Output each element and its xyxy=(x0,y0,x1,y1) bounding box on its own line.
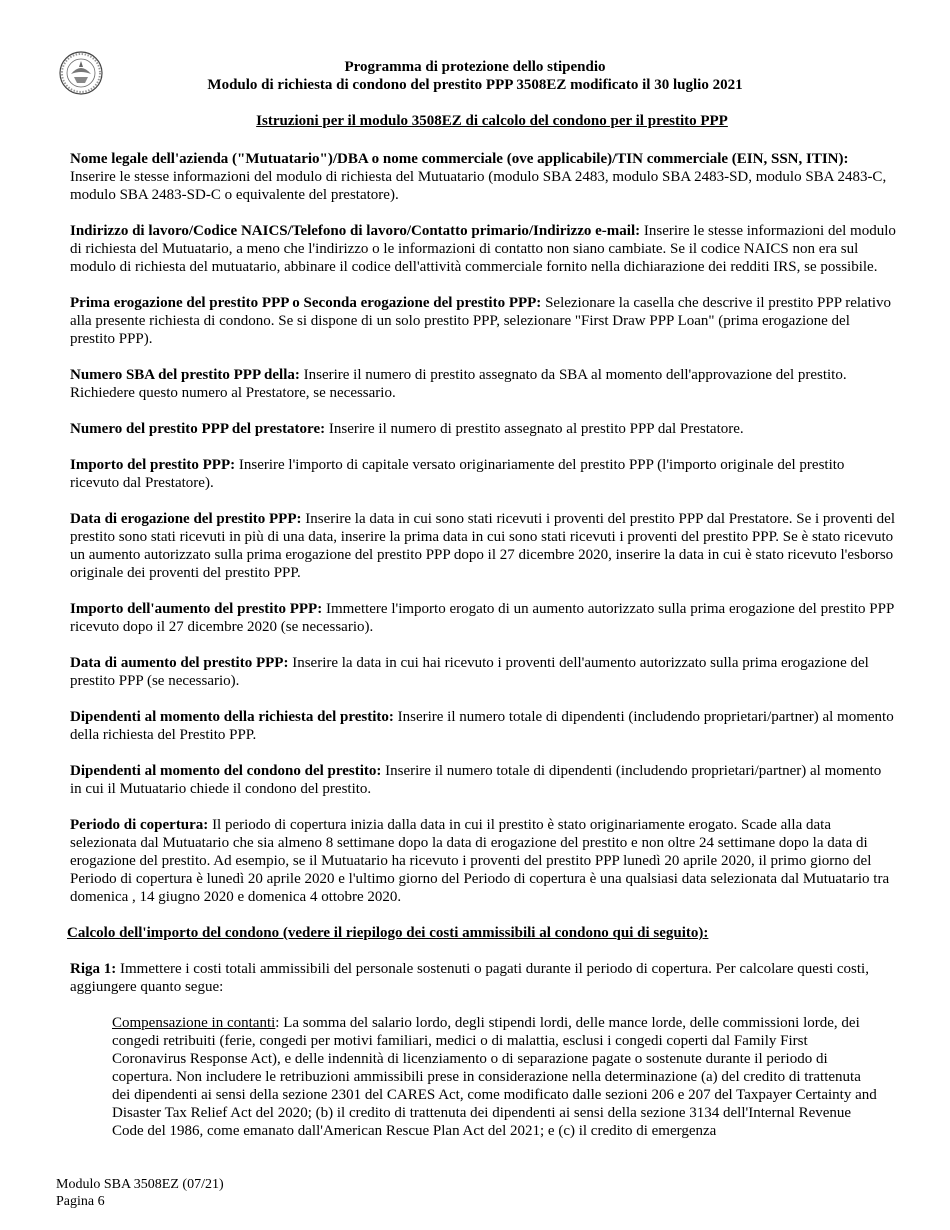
section-label: Importo del prestito PPP: xyxy=(70,457,236,473)
section-label: Indirizzo di lavoro/Codice NAICS/Telefono di lavoro/Contatto primario/Indirizzo e-mail: xyxy=(70,223,641,239)
section-business-name xyxy=(70,150,896,204)
section-text: Inserire il numero totale di dipendenti (includendo proprietari/partner) al momento in cui il Mutuatario chiede il condono del prestito. xyxy=(70,763,882,797)
section-sba-loan-number xyxy=(70,366,896,402)
section-text: Inserire l'importo di capitale versato originariamente del prestito PPP (l'importo originale del prestito ricevuto dal Prestatore). xyxy=(70,457,845,491)
section-text: Inserire il numero di prestito assegnato al prestito PPP dal Prestatore. xyxy=(325,421,744,437)
section-text: Selezionare la casella che descrive il prestito PPP relativo alla presente richiesta di condono. Se si dispone di un solo prestito PPP, selezionare "First Draw PPP Loan" (prima erogazione del prestito PPP). xyxy=(70,295,892,347)
page-header xyxy=(0,58,950,94)
section-increase-date xyxy=(70,654,896,690)
section-label: Numero SBA del prestito PPP della: xyxy=(70,367,300,383)
section-draw-type xyxy=(70,294,896,348)
section-label: Periodo di copertura: xyxy=(70,817,209,833)
section-label: Dipendenti al momento del condono del prestito: xyxy=(70,763,382,779)
instructions-title: Istruzioni per il modulo 3508EZ di calcolo del condono per il prestito PPP xyxy=(256,113,728,129)
section-label: Numero del prestito PPP del prestatore: xyxy=(70,421,326,437)
footer-form-id: Modulo SBA 3508EZ (07/21) xyxy=(56,1177,224,1192)
section-text: Inserire la data in cui sono stati ricevuti i proventi del prestito PPP dal Prestatore. Se i proventi del prestito sono stati ricevuti in più di una data, inserire la prima data in cui sono stati ricevuti i proventi del prestito PPP. Se è stato ricevuto un aumento autorizzato sulla prima erogazione del prestito PPP dopo il 27 dicembre 2020, inserire la data in cui è stato ricevuto l'esborso originale dei proventi del prestito PPP. xyxy=(70,511,895,581)
section-text: Inserire le stesse informazioni del modulo di richiesta del Mutuatario, a meno che l'indirizzo o le informazioni di contatto non siano cambiate. Se il codice NAICS non era sul modulo di richiesta del mutuatario, abbinare il codice dell'attività commerciale fornito nella dichiarazione dei redditi IRS, se possibile. xyxy=(70,223,896,275)
section-text: Inserire le stesse informazioni del modulo di richiesta del Mutuatario (modulo SBA 2483, modulo SBA 2483-SD, modulo SBA 2483-C, modulo SBA 2483-SD-C o equivalente del prestatore). xyxy=(70,169,887,203)
section-text: Inserire il numero di prestito assegnato da SBA al momento dell'approvazione del prestito. Richiedere questo numero al Prestatore, se necessario. xyxy=(70,367,847,401)
section-label: Prima erogazione del prestito PPP o Seconda erogazione del prestito PPP: xyxy=(70,295,542,311)
section-label: Data di aumento del prestito PPP: xyxy=(70,655,289,671)
section-label: Dipendenti al momento della richiesta del prestito: xyxy=(70,709,394,725)
section-covered-period xyxy=(70,816,896,906)
section-label: Nome legale dell'azienda ("Mutuatario")/DBA o nome commerciale (ove applicabile)/TIN commerciale (EIN, SSN, ITIN): xyxy=(70,151,849,167)
section-employees-forgiveness xyxy=(70,762,896,798)
section-increase-amount xyxy=(70,600,896,636)
page-footer xyxy=(56,1176,224,1210)
cash-compensation-paragraph xyxy=(112,1014,882,1140)
line-label: Riga 1: xyxy=(70,961,117,977)
instructions-body xyxy=(67,150,896,1140)
header-title-line1: Programma di protezione dello stipendio xyxy=(344,59,606,75)
section-text: Il periodo di copertura inizia dalla data in cui il prestito è stato originariamente erogato. Scade alla data selezionata dal Mutuatario che sia almeno 8 settimane dopo la data di erogazione del prestito e non oltre 24 settimane dopo la data di erogazione del prestito. Ad esempio, se il Mutuatario ha ricevuto i proventi del prestito PPP lunedì 20 aprile 2020, il primo giorno del Periodo di copertura è lunedì 20 aprile 2020 e l'ultimo giorno del Periodo di copertura è una qualsiasi data selezionata dal Mutuatario tra domenica , 14 giugno 2020 e domenica 4 ottobre 2020. xyxy=(70,817,890,905)
calculation-heading: Calcolo dell'importo del condono (vedere il riepilogo dei costi ammissibili al condono qui di seguito): xyxy=(67,925,709,941)
section-label: Importo dell'aumento del prestito PPP: xyxy=(70,601,323,617)
section-disbursement-date xyxy=(70,510,896,582)
section-loan-amount xyxy=(70,456,896,492)
footer-page-number: Pagina 6 xyxy=(56,1194,105,1209)
line-1-instruction xyxy=(70,960,896,996)
section-text: Immettere l'importo erogato di un aumento autorizzato sulla prima erogazione del prestito PPP ricevuto dopo il 27 dicembre 2020 (se necessario). xyxy=(70,601,894,635)
section-label: Data di erogazione del prestito PPP: xyxy=(70,511,302,527)
section-business-address xyxy=(70,222,896,276)
cash-compensation-text: : La somma del salario lordo, degli stipendi lordi, delle mance lorde, delle commissioni lorde, dei congedi retribuiti (ferie, congedi per motivi familiari, medici o di malattia, esclusi i congedi coperti dal Family First Coronavirus Response Act), e delle indennità di licenziamento o di separazione pagate o sostenute durante il periodo di copertura. Non includere le retribuzioni ammissibili prese in considerazione nella determinazione (a) del credito di trattenuta dei dipendenti ai sensi della sezione 2301 del CARES Act, come modificato dalle sezioni 206 e 207 del Taxpayer Certainty and Disaster Tax Relief Act del 2020; (b) il credito di trattenuta dei dipendenti ai sensi della sezione 3134 dell'Internal Revenue Code del 1986, come emanato dall'American Rescue Plan Act del 2021; e (c) il credito di emergenza xyxy=(112,1015,877,1139)
section-text: Inserire la data in cui hai ricevuto i proventi dell'aumento autorizzato sulla prima erogazione del prestito PPP (se necessario). xyxy=(70,655,869,689)
section-lender-loan-number xyxy=(70,420,896,438)
line-text: Immettere i costi totali ammissibili del personale sostenuti o pagati durante il periodo di copertura. Per calcolare questi costi, aggiungere quanto segue: xyxy=(70,961,869,995)
header-title-line2: Modulo di richiesta di condono del prestito PPP 3508EZ modificato il 30 luglio 2021 xyxy=(207,77,743,93)
section-employees-application xyxy=(70,708,896,744)
cash-compensation-label: Compensazione in contanti xyxy=(112,1015,276,1031)
section-text: Inserire il numero totale di dipendenti (includendo proprietari/partner) al momento della richiesta del Prestito PPP. xyxy=(70,709,894,743)
